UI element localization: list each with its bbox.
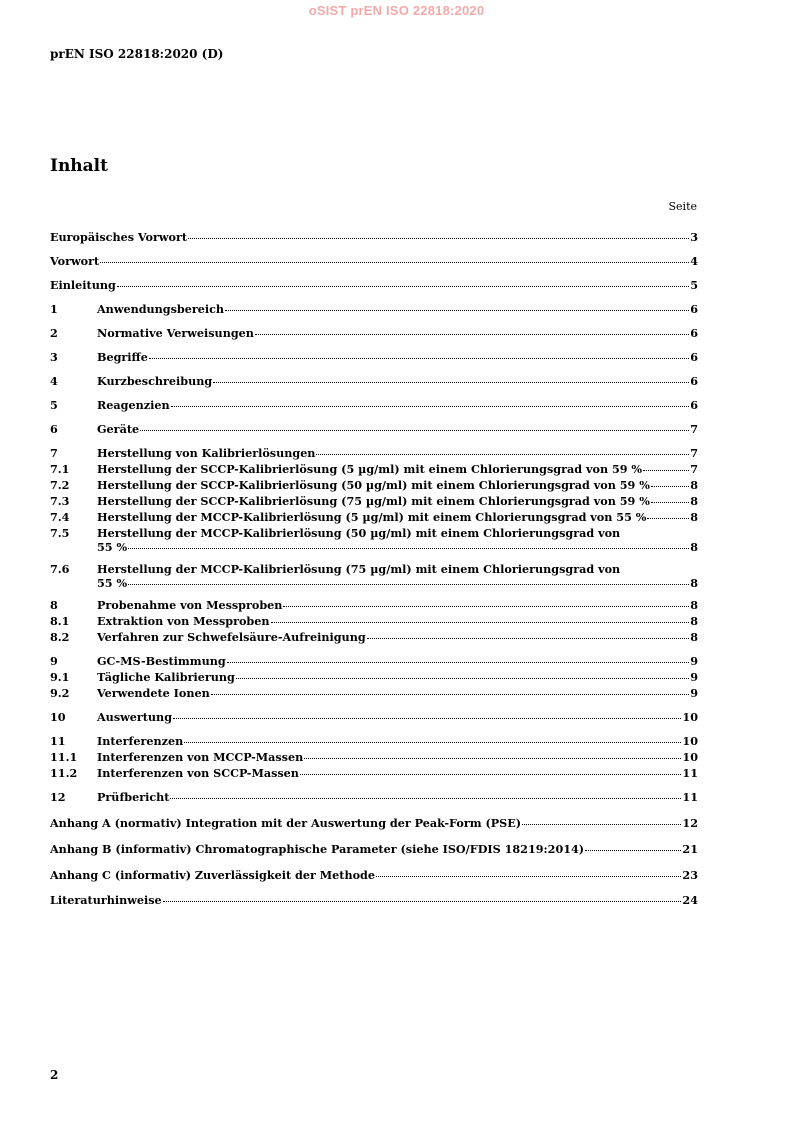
- page-title: Inhalt: [50, 156, 108, 176]
- toc-entry[interactable]: [50, 479, 698, 492]
- toc-number: 8.2: [50, 630, 70, 644]
- toc-page-number: 8: [690, 510, 698, 524]
- toc-entry[interactable]: [50, 655, 698, 668]
- toc-title: Literaturhinweise: [50, 893, 162, 907]
- dot-leader: [128, 547, 689, 549]
- toc-title: Herstellung der SCCP-Kalibrierlösung (50 µg/ml) mit einem Chlorierungsgrad von 59 %: [97, 478, 650, 492]
- toc-title: Extraktion von Messproben: [97, 614, 270, 628]
- toc-number: 1: [50, 302, 58, 316]
- toc-title: Prüfbericht: [97, 790, 170, 804]
- toc-number: 9.2: [50, 686, 70, 700]
- toc-entry[interactable]: [50, 599, 698, 612]
- toc-number: 7.6: [50, 562, 70, 576]
- toc-title: Anhang A (normativ) Integration mit der Auswertung der Peak-Form (PSE): [50, 816, 522, 830]
- toc-number: 2: [50, 326, 58, 340]
- toc-entry[interactable]: [50, 711, 698, 724]
- toc-page-number: 3: [690, 230, 698, 244]
- toc-entry[interactable]: [50, 817, 698, 830]
- toc-entry[interactable]: [50, 767, 698, 780]
- toc-page-number: 9: [690, 654, 698, 668]
- toc-title: Anwendungsbereich: [97, 302, 225, 316]
- dot-leader: [225, 309, 689, 311]
- toc-title: Probenahme von Messproben: [97, 598, 283, 612]
- dot-leader: [117, 285, 689, 287]
- toc-entry[interactable]: [50, 687, 698, 700]
- dot-leader: [128, 583, 689, 585]
- toc-page-number: 11: [682, 766, 698, 780]
- toc-entry[interactable]: [50, 791, 698, 804]
- toc-entry-first-line: [50, 527, 698, 540]
- toc-entry[interactable]: [50, 511, 698, 524]
- toc-entry[interactable]: [50, 423, 698, 436]
- toc-title: Verwendete Ionen: [97, 686, 210, 700]
- toc-title: Vorwort: [50, 254, 100, 268]
- dot-leader: [140, 429, 689, 431]
- toc-entry[interactable]: [50, 735, 698, 748]
- toc-page-number: 9: [690, 686, 698, 700]
- toc-title: Auswertung: [97, 710, 173, 724]
- toc-title: Kurzbeschreibung: [97, 374, 213, 388]
- toc-entry[interactable]: [50, 541, 698, 554]
- dot-leader: [213, 381, 689, 383]
- toc-number: 9.1: [50, 670, 70, 684]
- dot-leader: [651, 501, 689, 503]
- toc-title: Herstellung der MCCP-Kalibrierlösung (5 µg/ml) mit einem Chlorierungsgrad von 55 %: [97, 510, 647, 524]
- toc-number: 7.1: [50, 462, 70, 476]
- dot-leader: [255, 333, 689, 335]
- toc-number: 6: [50, 422, 58, 436]
- dot-leader: [522, 823, 681, 825]
- dot-leader: [585, 849, 681, 851]
- toc-title: Geräte: [97, 422, 140, 436]
- dot-leader: [367, 637, 690, 639]
- toc-page-number: 6: [690, 326, 698, 340]
- toc-page-number: 8: [690, 630, 698, 644]
- toc-number: 7.2: [50, 478, 70, 492]
- toc-entry[interactable]: [50, 869, 698, 882]
- toc-page-number: 8: [690, 478, 698, 492]
- document-id: prEN ISO 22818:2020 (D): [50, 47, 224, 61]
- toc-title: Begriffe: [97, 350, 148, 364]
- toc-entry[interactable]: [50, 894, 698, 907]
- toc-title: Interferenzen von MCCP-Massen: [97, 750, 304, 764]
- toc-title: Anhang B (informativ) Chromatographische Parameter (siehe ISO/FDIS 18219:2014): [50, 842, 585, 856]
- toc-title: Tägliche Kalibrierung: [97, 670, 235, 684]
- dot-leader: [188, 237, 689, 239]
- toc-entry[interactable]: [50, 615, 698, 628]
- toc-page-number: 10: [682, 750, 698, 764]
- toc-page-number: 5: [690, 278, 698, 292]
- toc-page-number: 21: [682, 842, 698, 856]
- seite-label: Seite: [668, 200, 697, 213]
- toc-number: 7: [50, 446, 58, 460]
- toc-entry[interactable]: [50, 255, 698, 268]
- dot-leader: [149, 357, 689, 359]
- toc-entry[interactable]: [50, 577, 698, 590]
- toc-number: 10: [50, 710, 66, 724]
- dot-leader: [283, 605, 689, 607]
- toc-number: 8: [50, 598, 58, 612]
- toc-entry[interactable]: [50, 751, 698, 764]
- toc-title: Herstellung der MCCP-Kalibrierlösung (75 µg/ml) mit einem Chlorierungsgrad von: [97, 562, 621, 576]
- toc-page-number: 11: [682, 790, 698, 804]
- toc-page-number: 12: [682, 816, 698, 830]
- toc-title: Verfahren zur Schwefelsäure-Aufreinigung: [97, 630, 366, 644]
- dot-leader: [163, 900, 682, 902]
- toc-title: GC-MS-Bestimmung: [97, 654, 226, 668]
- dot-leader: [173, 717, 681, 719]
- toc-number: 3: [50, 350, 58, 364]
- toc-title: Einleitung: [50, 278, 116, 292]
- toc-title: Anhang C (informativ) Zuverlässigkeit der Methode: [50, 868, 375, 882]
- toc-page-number: 9: [690, 670, 698, 684]
- toc-number: 12: [50, 790, 66, 804]
- toc-entry[interactable]: [50, 843, 698, 856]
- dot-leader: [304, 757, 681, 759]
- dot-leader: [100, 261, 689, 263]
- dot-leader: [171, 405, 690, 407]
- dot-leader: [647, 517, 689, 519]
- toc-page-number: 23: [682, 868, 698, 882]
- toc-number: 11.1: [50, 750, 78, 764]
- toc-title: Herstellung der MCCP-Kalibrierlösung (50 µg/ml) mit einem Chlorierungsgrad von: [97, 526, 621, 540]
- dot-leader: [170, 797, 681, 799]
- toc-entry[interactable]: [50, 495, 698, 508]
- toc-page-number: 6: [690, 374, 698, 388]
- toc-title: Interferenzen von SCCP-Massen: [97, 766, 299, 780]
- toc-entry[interactable]: [50, 327, 698, 340]
- toc-page-number: 6: [690, 350, 698, 364]
- toc-number: 7.5: [50, 526, 70, 540]
- toc-number: 9: [50, 654, 58, 668]
- toc-entry[interactable]: [50, 671, 698, 684]
- toc-page-number: 8: [690, 540, 698, 554]
- toc-page-number: 7: [690, 462, 698, 476]
- dot-leader: [211, 693, 689, 695]
- toc-entry[interactable]: [50, 631, 698, 644]
- toc-number: 7.4: [50, 510, 70, 524]
- toc-title: Normative Verweisungen: [97, 326, 254, 340]
- toc-entry-first-line: [50, 563, 698, 576]
- toc-number: 11.2: [50, 766, 78, 780]
- dot-leader: [184, 741, 681, 743]
- toc-page-number: 24: [682, 893, 698, 907]
- toc-entry[interactable]: [50, 351, 698, 364]
- page-number: 2: [50, 1068, 59, 1082]
- toc-page-number: 7: [690, 422, 698, 436]
- toc-number: 8.1: [50, 614, 70, 628]
- dot-leader: [316, 453, 689, 455]
- dot-leader: [376, 875, 681, 877]
- toc-page-number: 8: [690, 576, 698, 590]
- dot-leader: [271, 621, 690, 623]
- toc-title-continued: 55 %: [97, 540, 128, 554]
- toc-title-continued: 55 %: [97, 576, 128, 590]
- toc-entry[interactable]: [50, 303, 698, 316]
- toc-page-number: 6: [690, 398, 698, 412]
- toc-entry[interactable]: [50, 231, 698, 244]
- toc-title: Herstellung der SCCP-Kalibrierlösung (75 µg/ml) mit einem Chlorierungsgrad von 59 %: [97, 494, 650, 508]
- toc-entry[interactable]: [50, 463, 698, 476]
- toc-page-number: 8: [690, 598, 698, 612]
- toc-entry[interactable]: [50, 375, 698, 388]
- toc-number: 4: [50, 374, 58, 388]
- toc-page-number: 8: [690, 494, 698, 508]
- toc-entry[interactable]: [50, 399, 698, 412]
- toc-number: 11: [50, 734, 66, 748]
- dot-leader: [643, 469, 689, 471]
- dot-leader: [236, 677, 689, 679]
- dot-leader: [227, 661, 690, 663]
- toc-title: Herstellung von Kalibrierlösungen: [97, 446, 316, 460]
- toc-entry[interactable]: [50, 447, 698, 460]
- toc-page-number: 4: [690, 254, 698, 268]
- toc-title: Herstellung der SCCP-Kalibrierlösung (5 µg/ml) mit einem Chlorierungsgrad von 59 %: [97, 462, 643, 476]
- toc-page-number: 6: [690, 302, 698, 316]
- dot-leader: [651, 485, 689, 487]
- toc-number: 5: [50, 398, 58, 412]
- dot-leader: [300, 773, 681, 775]
- toc-entry[interactable]: [50, 279, 698, 292]
- toc-page-number: 7: [690, 446, 698, 460]
- toc-page-number: 10: [682, 734, 698, 748]
- toc-title: Interferenzen: [97, 734, 184, 748]
- toc-page-number: 8: [690, 614, 698, 628]
- toc-title: Reagenzien: [97, 398, 170, 412]
- watermark: oSIST prEN ISO 22818:2020: [308, 3, 485, 18]
- toc-title: Europäisches Vorwort: [50, 230, 188, 244]
- toc-number: 7.3: [50, 494, 70, 508]
- toc-page-number: 10: [682, 710, 698, 724]
